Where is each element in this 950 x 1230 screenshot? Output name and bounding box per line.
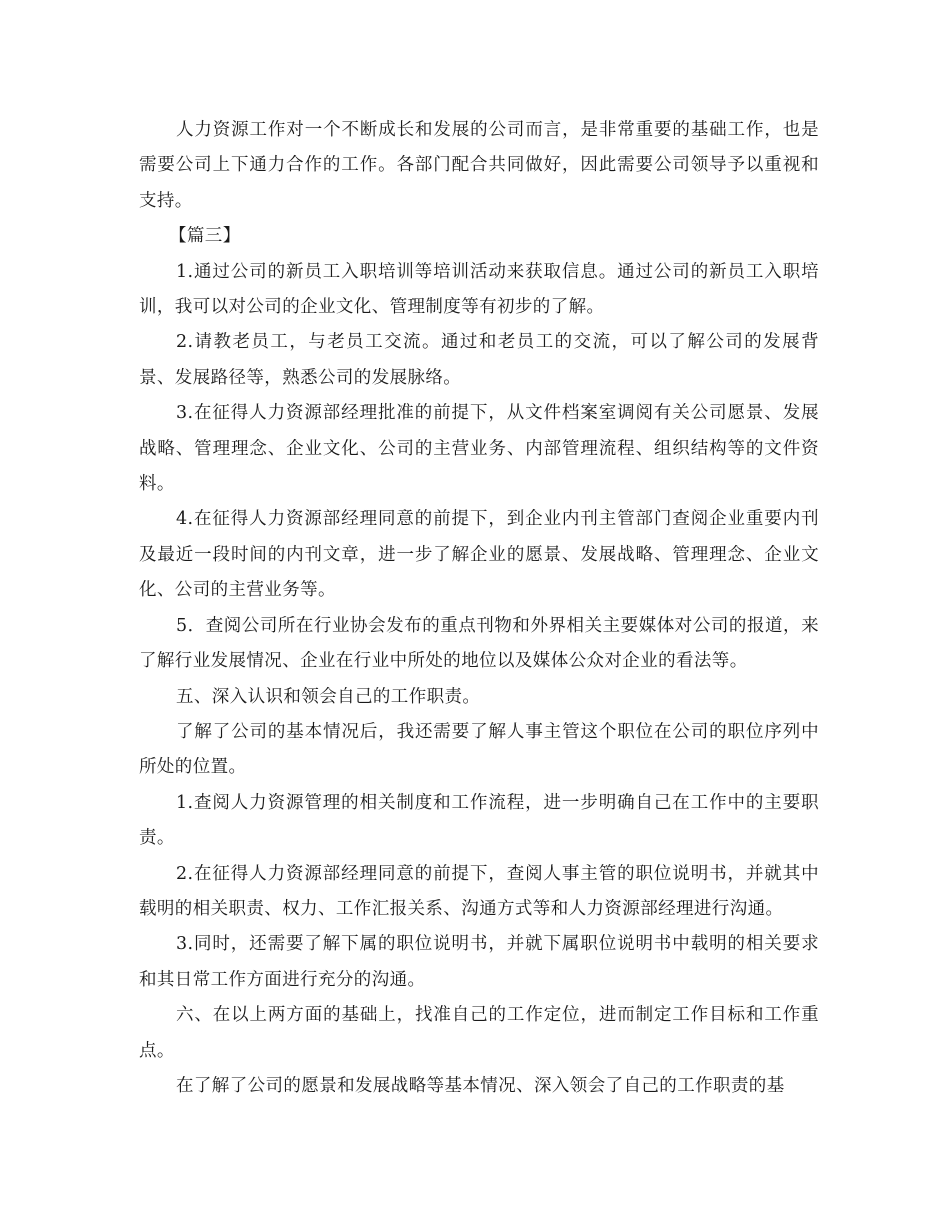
paragraph-item-5: 5．查阅公司所在行业协会发布的重点刊物和外界相关主要媒体对公司的报道，来了解行业发展情况、企业在行业中所处的地位以及媒体公众对企业的看法等。	[139, 615, 819, 672]
paragraph-item-1: 1.通过公司的新员工入职培训等培训活动来获取信息。通过公司的新员工入职培训，我可以对公司的企业文化、管理制度等有初步的了解。	[139, 261, 819, 318]
paragraph-item-3: 3.在征得人力资源部经理批准的前提下，从文件档案室调阅有关公司愿景、发展战略、管理理念、企业文化、公司的主营业务、内部管理流程、组织结构等的文件资料。	[139, 403, 819, 495]
paragraph-section-six-intro: 在了解了公司的愿景和发展战略等基本情况、深入领会了自己的工作职责的基	[176, 1075, 785, 1096]
paragraph-duty-2: 2.在征得人力资源部经理同意的前提下，查阅人事主管的职位说明书，并就其中载明的相关职责、权力、工作汇报关系、沟通方式等和人力资源部经理进行沟通。	[139, 863, 819, 919]
section-heading-five: 五、深入认识和领会自己的工作职责。	[176, 686, 481, 707]
paragraph-section-five-intro: 了解了公司的基本情况后，我还需要了解人事主管这个职位在公司的职位序列中所处的位置。	[139, 721, 819, 778]
paragraph-duty-1: 1.查阅人力资源管理的相关制度和工作流程，进一步明确自己在工作中的主要职责。	[139, 792, 819, 849]
section-heading-six: 六、在以上两方面的基础上，找准自己的工作定位，进而制定工作目标和工作重点。	[139, 1005, 819, 1061]
paragraph-item-2: 2.请教老员工，与老员工交流。通过和老员工的交流，可以了解公司的发展背景、发展路径等，熟悉公司的发展脉络。	[139, 332, 819, 388]
document-body	[139, 113, 819, 1104]
paragraph-item-4: 4.在征得人力资源部经理同意的前提下，到企业内刊主管部门查阅企业重要内刊及最近一段时间的内刊文章，进一步了解企业的愿景、发展战略、管理理念、企业文化、公司的主营业务等。	[139, 509, 819, 601]
section-heading-part-three: 【篇三】	[169, 226, 241, 247]
paragraph-intro: 人力资源工作对一个不断成长和发展的公司而言，是非常重要的基础工作，也是需要公司上下通力合作的工作。各部门配合共同做好，因此需要公司领导予以重视和支持。	[139, 120, 819, 211]
paragraph-duty-3: 3.同时，还需要了解下属的职位说明书，并就下属职位说明书中载明的相关要求和其日常工作方面进行充分的沟通。	[139, 934, 819, 990]
